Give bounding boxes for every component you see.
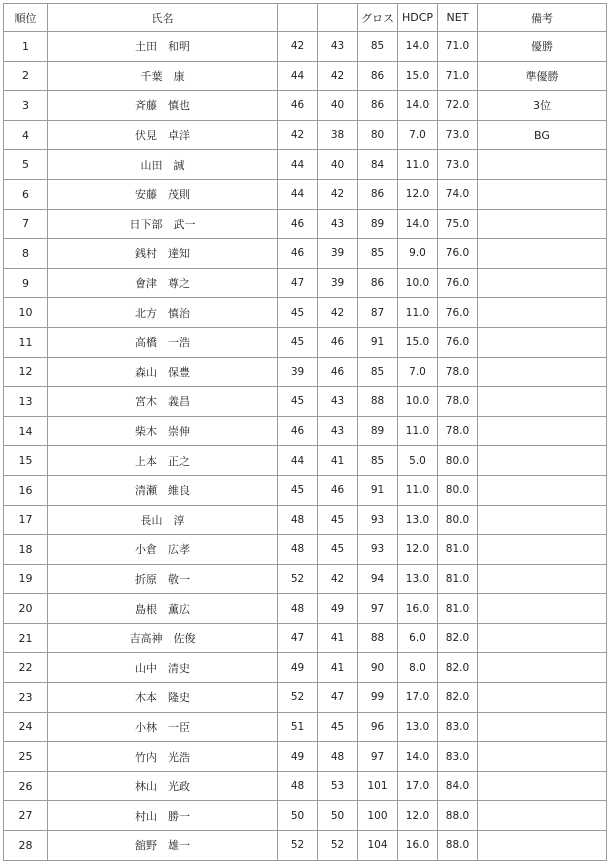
net-cell: 72.0: [438, 91, 478, 121]
name-cell: 千葉 康: [48, 61, 278, 91]
table-row: [4, 594, 607, 624]
rank-cell: 14: [4, 416, 48, 446]
front-score-cell: 42: [278, 120, 318, 150]
back-score-cell: 46: [318, 327, 358, 357]
front-score-cell: 52: [278, 683, 318, 713]
table-row: [4, 150, 607, 180]
hdcp-cell: 13.0: [398, 564, 438, 594]
hdcp-cell: 8.0: [398, 653, 438, 683]
name-cell: 山中 清史: [48, 653, 278, 683]
front-score-cell: 48: [278, 535, 318, 565]
back-score-cell: 41: [318, 653, 358, 683]
hdcp-cell: 15.0: [398, 61, 438, 91]
header-net: NET: [438, 4, 478, 32]
net-cell: 80.0: [438, 505, 478, 535]
front-score-cell: 44: [278, 446, 318, 476]
rank-cell: 11: [4, 327, 48, 357]
table-row: [4, 475, 607, 505]
name-cell: 土田 和明: [48, 32, 278, 62]
front-score-cell: 45: [278, 327, 318, 357]
back-score-cell: 41: [318, 623, 358, 653]
hdcp-cell: 17.0: [398, 683, 438, 713]
notes-cell: [478, 327, 607, 357]
gross-cell: 101: [358, 771, 398, 801]
back-score-cell: 40: [318, 91, 358, 121]
name-cell: 宮木 義昌: [48, 387, 278, 417]
front-score-cell: 48: [278, 505, 318, 535]
net-cell: 88.0: [438, 831, 478, 861]
front-score-cell: 52: [278, 831, 318, 861]
back-score-cell: 47: [318, 683, 358, 713]
table-row: [4, 535, 607, 565]
notes-cell: [478, 150, 607, 180]
table-row: [4, 771, 607, 801]
back-score-cell: 45: [318, 535, 358, 565]
net-cell: 73.0: [438, 120, 478, 150]
notes-cell: [478, 416, 607, 446]
table-row: [4, 327, 607, 357]
name-cell: 竹内 光浩: [48, 742, 278, 772]
net-cell: 78.0: [438, 387, 478, 417]
rank-cell: 3: [4, 91, 48, 121]
net-cell: 82.0: [438, 653, 478, 683]
hdcp-cell: 6.0: [398, 623, 438, 653]
back-score-cell: 48: [318, 742, 358, 772]
notes-cell: [478, 535, 607, 565]
rank-cell: 6: [4, 179, 48, 209]
hdcp-cell: 15.0: [398, 327, 438, 357]
hdcp-cell: 13.0: [398, 505, 438, 535]
back-score-cell: 45: [318, 712, 358, 742]
front-score-cell: 45: [278, 387, 318, 417]
net-cell: 78.0: [438, 357, 478, 387]
front-score-cell: 39: [278, 357, 318, 387]
notes-cell: [478, 564, 607, 594]
name-cell: 上本 正之: [48, 446, 278, 476]
back-score-cell: 43: [318, 416, 358, 446]
rank-cell: 19: [4, 564, 48, 594]
table-row: [4, 564, 607, 594]
table-row: [4, 653, 607, 683]
front-score-cell: 44: [278, 61, 318, 91]
back-score-cell: 38: [318, 120, 358, 150]
table-row: [4, 298, 607, 328]
notes-cell: [478, 712, 607, 742]
rank-cell: 15: [4, 446, 48, 476]
name-cell: 柴木 崇伸: [48, 416, 278, 446]
notes-cell: [478, 298, 607, 328]
notes-cell: [478, 653, 607, 683]
back-score-cell: 42: [318, 298, 358, 328]
hdcp-cell: 14.0: [398, 91, 438, 121]
name-cell: 伏見 卓洋: [48, 120, 278, 150]
name-cell: 安藤 茂則: [48, 179, 278, 209]
gross-cell: 93: [358, 535, 398, 565]
rank-cell: 26: [4, 771, 48, 801]
gross-cell: 97: [358, 594, 398, 624]
table-row: [4, 120, 607, 150]
notes-cell: [478, 209, 607, 239]
hdcp-cell: 16.0: [398, 594, 438, 624]
name-cell: 村山 勝一: [48, 801, 278, 831]
hdcp-cell: 11.0: [398, 416, 438, 446]
name-cell: 長山 淳: [48, 505, 278, 535]
net-cell: 71.0: [438, 32, 478, 62]
front-score-cell: 44: [278, 150, 318, 180]
rank-cell: 10: [4, 298, 48, 328]
table-row: [4, 712, 607, 742]
gross-cell: 86: [358, 61, 398, 91]
hdcp-cell: 10.0: [398, 268, 438, 298]
name-cell: 森山 保豊: [48, 357, 278, 387]
table-row: [4, 801, 607, 831]
notes-cell: [478, 623, 607, 653]
gross-cell: 91: [358, 475, 398, 505]
gross-cell: 100: [358, 801, 398, 831]
gross-cell: 88: [358, 387, 398, 417]
table-row: [4, 416, 607, 446]
table-row: [4, 446, 607, 476]
results-table: [3, 3, 607, 861]
table-row: [4, 831, 607, 861]
front-score-cell: 52: [278, 564, 318, 594]
notes-cell: [478, 505, 607, 535]
net-cell: 80.0: [438, 475, 478, 505]
header-rank: 順位: [4, 4, 48, 32]
name-cell: 高橋 一浩: [48, 327, 278, 357]
rank-cell: 27: [4, 801, 48, 831]
back-score-cell: 39: [318, 239, 358, 269]
gross-cell: 97: [358, 742, 398, 772]
gross-cell: 86: [358, 91, 398, 121]
table-row: [4, 179, 607, 209]
front-score-cell: 46: [278, 91, 318, 121]
back-score-cell: 40: [318, 150, 358, 180]
net-cell: 80.0: [438, 446, 478, 476]
net-cell: 81.0: [438, 535, 478, 565]
hdcp-cell: 7.0: [398, 120, 438, 150]
back-score-cell: 42: [318, 564, 358, 594]
rank-cell: 24: [4, 712, 48, 742]
back-score-cell: 43: [318, 32, 358, 62]
header-back: [318, 4, 358, 32]
notes-cell: [478, 594, 607, 624]
net-cell: 76.0: [438, 268, 478, 298]
gross-cell: 90: [358, 653, 398, 683]
back-score-cell: 42: [318, 61, 358, 91]
name-cell: 北方 慎治: [48, 298, 278, 328]
notes-cell: [478, 446, 607, 476]
gross-cell: 104: [358, 831, 398, 861]
rank-cell: 7: [4, 209, 48, 239]
hdcp-cell: 13.0: [398, 712, 438, 742]
rank-cell: 2: [4, 61, 48, 91]
notes-cell: [478, 831, 607, 861]
notes-cell: [478, 179, 607, 209]
front-score-cell: 42: [278, 32, 318, 62]
name-cell: 舘野 雄一: [48, 831, 278, 861]
gross-cell: 85: [358, 357, 398, 387]
hdcp-cell: 11.0: [398, 298, 438, 328]
back-score-cell: 41: [318, 446, 358, 476]
table-row: [4, 209, 607, 239]
gross-cell: 89: [358, 416, 398, 446]
name-cell: 折原 敬一: [48, 564, 278, 594]
table-row: [4, 239, 607, 269]
table-header: [4, 4, 607, 32]
front-score-cell: 51: [278, 712, 318, 742]
back-score-cell: 46: [318, 357, 358, 387]
gross-cell: 85: [358, 239, 398, 269]
net-cell: 76.0: [438, 327, 478, 357]
name-cell: 會津 尊之: [48, 268, 278, 298]
back-score-cell: 45: [318, 505, 358, 535]
notes-cell: BG: [478, 120, 607, 150]
notes-cell: 3位: [478, 91, 607, 121]
gross-cell: 93: [358, 505, 398, 535]
notes-cell: 優勝: [478, 32, 607, 62]
back-score-cell: 43: [318, 209, 358, 239]
name-cell: 山田 誠: [48, 150, 278, 180]
name-cell: 島根 薫広: [48, 594, 278, 624]
notes-cell: [478, 268, 607, 298]
rank-cell: 13: [4, 387, 48, 417]
front-score-cell: 48: [278, 771, 318, 801]
gross-cell: 96: [358, 712, 398, 742]
name-cell: 林山 光政: [48, 771, 278, 801]
table-row: [4, 742, 607, 772]
rank-cell: 22: [4, 653, 48, 683]
rank-cell: 12: [4, 357, 48, 387]
front-score-cell: 45: [278, 298, 318, 328]
results-table-container: [3, 3, 607, 861]
header-name: 氏名: [48, 4, 278, 32]
table-row: [4, 32, 607, 62]
table-row: [4, 91, 607, 121]
front-score-cell: 50: [278, 801, 318, 831]
front-score-cell: 45: [278, 475, 318, 505]
net-cell: 82.0: [438, 623, 478, 653]
net-cell: 78.0: [438, 416, 478, 446]
header-hdcp: HDCP: [398, 4, 438, 32]
table-body: [4, 32, 607, 861]
front-score-cell: 47: [278, 268, 318, 298]
rank-cell: 25: [4, 742, 48, 772]
back-score-cell: 50: [318, 801, 358, 831]
hdcp-cell: 14.0: [398, 742, 438, 772]
notes-cell: [478, 387, 607, 417]
hdcp-cell: 14.0: [398, 209, 438, 239]
notes-cell: 準優勝: [478, 61, 607, 91]
notes-cell: [478, 771, 607, 801]
back-score-cell: 49: [318, 594, 358, 624]
name-cell: 小林 一臣: [48, 712, 278, 742]
front-score-cell: 46: [278, 209, 318, 239]
notes-cell: [478, 742, 607, 772]
rank-cell: 16: [4, 475, 48, 505]
back-score-cell: 52: [318, 831, 358, 861]
rank-cell: 9: [4, 268, 48, 298]
rank-cell: 1: [4, 32, 48, 62]
table-row: [4, 268, 607, 298]
table-row: [4, 505, 607, 535]
notes-cell: [478, 239, 607, 269]
rank-cell: 23: [4, 683, 48, 713]
net-cell: 84.0: [438, 771, 478, 801]
rank-cell: 5: [4, 150, 48, 180]
net-cell: 74.0: [438, 179, 478, 209]
back-score-cell: 39: [318, 268, 358, 298]
rank-cell: 21: [4, 623, 48, 653]
gross-cell: 94: [358, 564, 398, 594]
rank-cell: 8: [4, 239, 48, 269]
name-cell: 小倉 広孝: [48, 535, 278, 565]
gross-cell: 86: [358, 268, 398, 298]
gross-cell: 86: [358, 179, 398, 209]
front-score-cell: 46: [278, 239, 318, 269]
hdcp-cell: 16.0: [398, 831, 438, 861]
net-cell: 81.0: [438, 594, 478, 624]
table-row: [4, 61, 607, 91]
hdcp-cell: 12.0: [398, 801, 438, 831]
net-cell: 88.0: [438, 801, 478, 831]
gross-cell: 84: [358, 150, 398, 180]
rank-cell: 18: [4, 535, 48, 565]
gross-cell: 89: [358, 209, 398, 239]
table-row: [4, 623, 607, 653]
net-cell: 76.0: [438, 239, 478, 269]
name-cell: 吉高神 佐俊: [48, 623, 278, 653]
hdcp-cell: 12.0: [398, 179, 438, 209]
net-cell: 75.0: [438, 209, 478, 239]
name-cell: 銭村 達知: [48, 239, 278, 269]
gross-cell: 99: [358, 683, 398, 713]
net-cell: 73.0: [438, 150, 478, 180]
notes-cell: [478, 475, 607, 505]
name-cell: 清瀬 維良: [48, 475, 278, 505]
net-cell: 71.0: [438, 61, 478, 91]
name-cell: 木本 隆史: [48, 683, 278, 713]
front-score-cell: 48: [278, 594, 318, 624]
front-score-cell: 49: [278, 742, 318, 772]
hdcp-cell: 11.0: [398, 475, 438, 505]
hdcp-cell: 9.0: [398, 239, 438, 269]
rank-cell: 28: [4, 831, 48, 861]
back-score-cell: 43: [318, 387, 358, 417]
gross-cell: 88: [358, 623, 398, 653]
notes-cell: [478, 801, 607, 831]
gross-cell: 87: [358, 298, 398, 328]
gross-cell: 91: [358, 327, 398, 357]
header-gross: グロス: [358, 4, 398, 32]
hdcp-cell: 17.0: [398, 771, 438, 801]
hdcp-cell: 7.0: [398, 357, 438, 387]
hdcp-cell: 11.0: [398, 150, 438, 180]
net-cell: 81.0: [438, 564, 478, 594]
hdcp-cell: 10.0: [398, 387, 438, 417]
back-score-cell: 46: [318, 475, 358, 505]
table-row: [4, 387, 607, 417]
gross-cell: 85: [358, 32, 398, 62]
gross-cell: 80: [358, 120, 398, 150]
front-score-cell: 46: [278, 416, 318, 446]
hdcp-cell: 5.0: [398, 446, 438, 476]
back-score-cell: 53: [318, 771, 358, 801]
rank-cell: 4: [4, 120, 48, 150]
rank-cell: 17: [4, 505, 48, 535]
hdcp-cell: 12.0: [398, 535, 438, 565]
front-score-cell: 44: [278, 179, 318, 209]
net-cell: 76.0: [438, 298, 478, 328]
name-cell: 斉藤 慎也: [48, 91, 278, 121]
back-score-cell: 42: [318, 179, 358, 209]
table-row: [4, 357, 607, 387]
rank-cell: 20: [4, 594, 48, 624]
name-cell: 日下部 武一: [48, 209, 278, 239]
hdcp-cell: 14.0: [398, 32, 438, 62]
front-score-cell: 49: [278, 653, 318, 683]
header-front: [278, 4, 318, 32]
net-cell: 82.0: [438, 683, 478, 713]
gross-cell: 85: [358, 446, 398, 476]
table-row: [4, 683, 607, 713]
header-row: [4, 4, 607, 32]
net-cell: 83.0: [438, 742, 478, 772]
notes-cell: [478, 357, 607, 387]
notes-cell: [478, 683, 607, 713]
header-notes: 備考: [478, 4, 607, 32]
net-cell: 83.0: [438, 712, 478, 742]
front-score-cell: 47: [278, 623, 318, 653]
